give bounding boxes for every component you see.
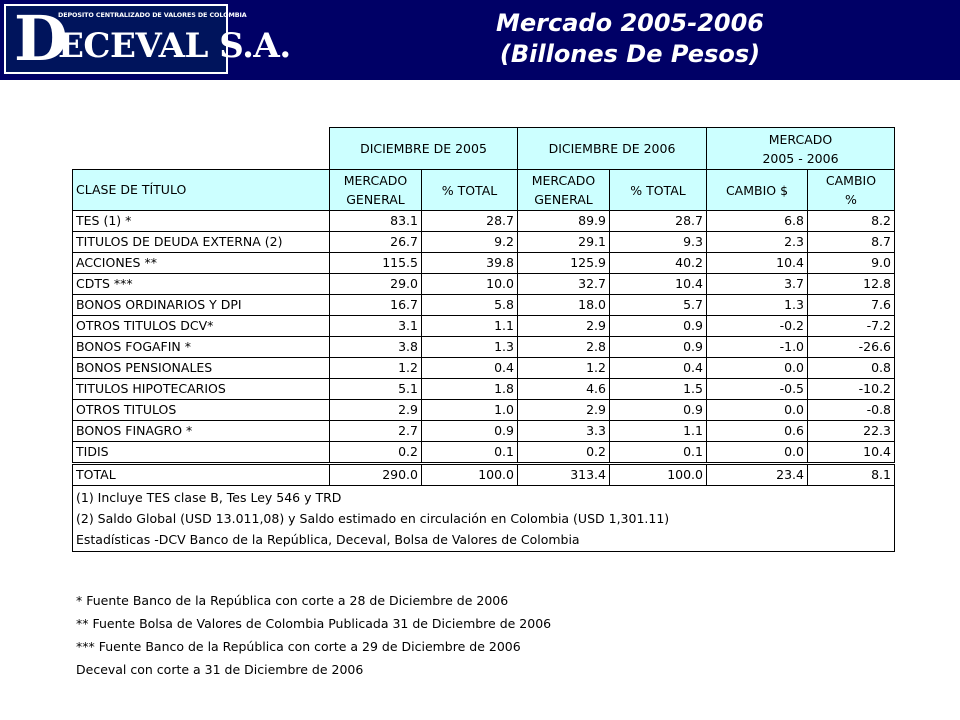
mercado-2006-cell: 3.3	[518, 421, 610, 442]
pct-total-2005-cell: 39.8	[422, 253, 518, 274]
cambio-pesos-cell: 2.3	[707, 232, 808, 253]
col-clase-titulo: CLASE DE TÍTULO	[73, 170, 330, 211]
pct-total-2006-cell: 0.4	[610, 358, 707, 379]
col-pct-total-2006: % TOTAL	[610, 170, 707, 211]
mercado-2005-cell: 3.1	[330, 316, 422, 337]
col-cambio-line-2: %	[845, 192, 857, 207]
clase-titulo-cell: TITULOS HIPOTECARIOS	[73, 379, 330, 400]
notes-row	[73, 486, 895, 552]
clase-titulo-cell: BONOS PENSIONALES	[73, 358, 330, 379]
cambio-pesos-cell: -1.0	[707, 337, 808, 358]
group-dec-2006: DICIEMBRE DE 2006	[518, 128, 707, 170]
table-row	[73, 358, 895, 379]
cambio-pct-cell: 9.0	[808, 253, 895, 274]
cambio-pesos-cell: 10.4	[707, 253, 808, 274]
table-row	[73, 421, 895, 442]
pct-total-2006-cell: 1.5	[610, 379, 707, 400]
cambio-pct-cell: -0.8	[808, 400, 895, 421]
pct-total-2006-cell: 100.0	[610, 464, 707, 486]
mercado-2005-cell: 26.7	[330, 232, 422, 253]
table-notes	[73, 486, 895, 552]
clase-titulo-cell: CDTS ***	[73, 274, 330, 295]
cambio-pesos-cell: 0.0	[707, 358, 808, 379]
col-cambio-pesos: CAMBIO $	[707, 170, 808, 211]
clase-titulo-cell: TOTAL	[73, 464, 330, 486]
pct-total-2005-cell: 9.2	[422, 232, 518, 253]
pct-total-2005-cell: 5.8	[422, 295, 518, 316]
market-table	[72, 127, 895, 552]
pct-total-2005-cell: 0.9	[422, 421, 518, 442]
mercado-2006-cell: 2.9	[518, 316, 610, 337]
pct-total-2006-cell: 0.9	[610, 400, 707, 421]
table-row	[73, 295, 895, 316]
mercado-2005-cell: 1.2	[330, 358, 422, 379]
pct-total-2005-cell: 1.8	[422, 379, 518, 400]
cambio-pesos-cell: 6.8	[707, 211, 808, 232]
pct-total-2006-cell: 0.9	[610, 337, 707, 358]
clase-titulo-cell: BONOS ORDINARIOS Y DPI	[73, 295, 330, 316]
mercado-2005-cell: 5.1	[330, 379, 422, 400]
footnotes	[76, 589, 551, 681]
cambio-pct-cell: -7.2	[808, 316, 895, 337]
table-row	[73, 400, 895, 421]
mercado-2006-cell: 32.7	[518, 274, 610, 295]
logo-wordmark: ECEVAL S.A.	[58, 26, 291, 66]
clase-titulo-cell: OTROS TITULOS DCV*	[73, 316, 330, 337]
group-mercado	[707, 128, 895, 170]
col-cambio-line-1: CAMBIO	[825, 173, 877, 188]
cambio-pct-cell: 8.1	[808, 464, 895, 486]
pct-total-2006-cell: 9.3	[610, 232, 707, 253]
mercado-2006-cell: 2.9	[518, 400, 610, 421]
mercado-2005-cell: 29.0	[330, 274, 422, 295]
cambio-pesos-cell: 1.3	[707, 295, 808, 316]
mercado-2006-cell: 125.9	[518, 253, 610, 274]
footnote: ** Fuente Bolsa de Valores de Colombia Publicada 31 de Diciembre de 2006	[76, 616, 552, 631]
table-row	[73, 211, 895, 232]
mercado-2006-cell: 1.2	[518, 358, 610, 379]
table-note: Estadísticas -DCV Banco de la República, Deceval, Bolsa de Valores de Colombia	[76, 532, 580, 547]
cambio-pesos-cell: -0.5	[707, 379, 808, 400]
mercado-2006-cell: 0.2	[518, 442, 610, 464]
page-title	[380, 8, 880, 70]
mercado-2005-cell: 0.2	[330, 442, 422, 464]
table-row	[73, 253, 895, 274]
pct-total-2006-cell: 28.7	[610, 211, 707, 232]
title-line-2: (Billones De Pesos)	[499, 40, 761, 68]
table-row	[73, 232, 895, 253]
cambio-pct-cell: 10.4	[808, 442, 895, 464]
pct-total-2006-cell: 5.7	[610, 295, 707, 316]
mercado-2005-cell: 16.7	[330, 295, 422, 316]
clase-titulo-cell: TES (1) *	[73, 211, 330, 232]
clase-titulo-cell: ACCIONES **	[73, 253, 330, 274]
pct-total-2006-cell: 0.1	[610, 442, 707, 464]
title-line-1: Mercado 2005-2006	[496, 9, 764, 37]
clase-titulo-cell: BONOS FOGAFIN *	[73, 337, 330, 358]
cambio-pesos-cell: 3.7	[707, 274, 808, 295]
clase-titulo-cell: OTROS TITULOS	[73, 400, 330, 421]
pct-total-2005-cell: 1.0	[422, 400, 518, 421]
col-pct-total-2005: % TOTAL	[422, 170, 518, 211]
footnote: * Fuente Banco de la República con corte a 28 de Diciembre de 2006	[76, 593, 509, 608]
total-row	[73, 464, 895, 486]
table-row	[73, 442, 895, 464]
table-row	[73, 274, 895, 295]
cambio-pct-cell: 22.3	[808, 421, 895, 442]
mercado-2006-cell: 313.4	[518, 464, 610, 486]
mercado-2005-cell: 290.0	[330, 464, 422, 486]
pct-total-2005-cell: 0.1	[422, 442, 518, 464]
mercado-2005-cell: 2.9	[330, 400, 422, 421]
pct-total-2005-cell: 1.1	[422, 316, 518, 337]
cambio-pct-cell: 7.6	[808, 295, 895, 316]
footnote: Deceval con corte a 31 de Diciembre de 2006	[76, 662, 364, 677]
cambio-pct-cell: 12.8	[808, 274, 895, 295]
pct-total-2006-cell: 40.2	[610, 253, 707, 274]
footnote: *** Fuente Banco de la República con corte a 29 de Diciembre de 2006	[76, 639, 521, 654]
pct-total-2006-cell: 10.4	[610, 274, 707, 295]
cambio-pesos-cell: 0.0	[707, 400, 808, 421]
mercado-2005-cell: 115.5	[330, 253, 422, 274]
clase-titulo-cell: TIDIS	[73, 442, 330, 464]
table-note: (1) Incluye TES clase B, Tes Ley 546 y TRD	[76, 490, 342, 505]
group-mercado-line-1: MERCADO	[768, 131, 833, 147]
col-mercado-line-1: MERCADO	[531, 173, 596, 188]
group-dec-2005: DICIEMBRE DE 2005	[330, 128, 518, 170]
group-mercado-line-2: 2005 - 2006	[762, 150, 839, 166]
pct-total-2006-cell: 0.9	[610, 316, 707, 337]
col-mercado-general-2005	[330, 170, 422, 211]
cambio-pct-cell: 8.2	[808, 211, 895, 232]
mercado-2006-cell: 2.8	[518, 337, 610, 358]
pct-total-2005-cell: 10.0	[422, 274, 518, 295]
cambio-pct-cell: 8.7	[808, 232, 895, 253]
mercado-2005-cell: 3.8	[330, 337, 422, 358]
mercado-2006-cell: 4.6	[518, 379, 610, 400]
cambio-pct-cell: -10.2	[808, 379, 895, 400]
pct-total-2005-cell: 1.3	[422, 337, 518, 358]
header-bar	[0, 0, 960, 80]
pct-total-2005-cell: 100.0	[422, 464, 518, 486]
column-header-row	[73, 170, 895, 211]
clase-titulo-cell: TITULOS DE DEUDA EXTERNA (2)	[73, 232, 330, 253]
cambio-pct-cell: -26.6	[808, 337, 895, 358]
logo-tagline: DEPOSITO CENTRALIZADO DE VALORES DE COLOMBIA	[58, 11, 247, 19]
pct-total-2006-cell: 1.1	[610, 421, 707, 442]
clase-titulo-cell: BONOS FINAGRO *	[73, 421, 330, 442]
cambio-pesos-cell: 23.4	[707, 464, 808, 486]
mercado-2005-cell: 2.7	[330, 421, 422, 442]
table-row	[73, 379, 895, 400]
mercado-2006-cell: 89.9	[518, 211, 610, 232]
mercado-2006-cell: 29.1	[518, 232, 610, 253]
logo-letter-d: D	[14, 2, 68, 75]
deceval-logo	[4, 2, 291, 75]
mercado-2005-cell: 83.1	[330, 211, 422, 232]
col-mercado-line-1: MERCADO	[343, 173, 408, 188]
cambio-pesos-cell: -0.2	[707, 316, 808, 337]
col-cambio-pct	[808, 170, 895, 211]
mercado-2006-cell: 18.0	[518, 295, 610, 316]
table-row	[73, 337, 895, 358]
table-row	[73, 316, 895, 337]
cambio-pesos-cell: 0.0	[707, 442, 808, 464]
cambio-pct-cell: 0.8	[808, 358, 895, 379]
pct-total-2005-cell: 28.7	[422, 211, 518, 232]
pct-total-2005-cell: 0.4	[422, 358, 518, 379]
col-mercado-line-2: GENERAL	[346, 192, 405, 207]
table-note: (2) Saldo Global (USD 13.011,08) y Saldo estimado en circulación en Colombia (USD 1,301.11)	[76, 511, 670, 526]
col-mercado-general-2006	[518, 170, 610, 211]
col-mercado-line-2: GENERAL	[534, 192, 593, 207]
blank-cell	[73, 128, 330, 170]
group-header-row	[73, 128, 895, 170]
cambio-pesos-cell: 0.6	[707, 421, 808, 442]
